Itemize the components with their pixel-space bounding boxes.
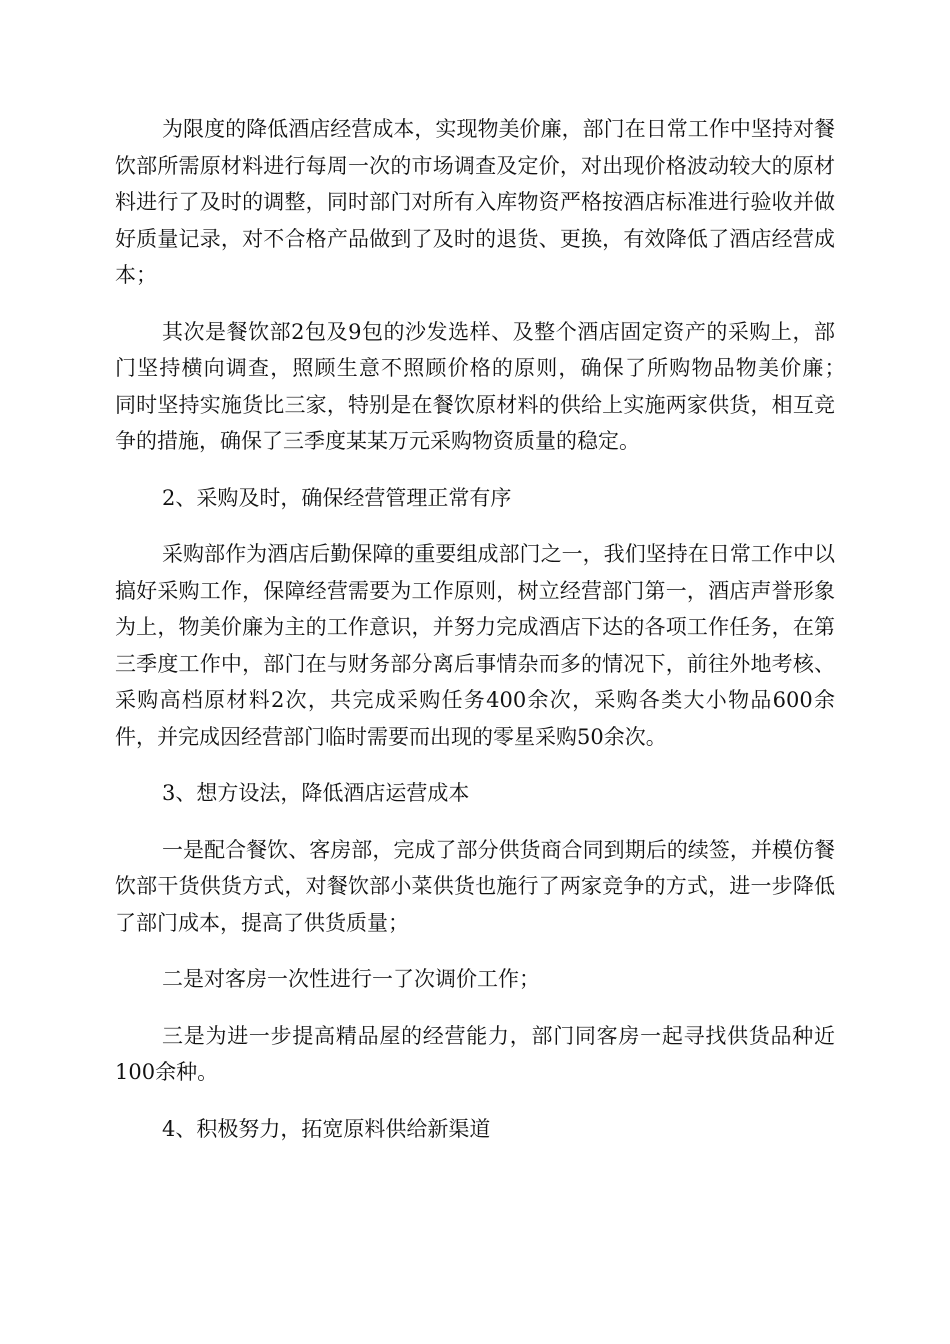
section-heading-new-channels: 4、积极努力，拓宽原料供给新渠道 — [162, 1116, 491, 1141]
paragraph-cost-reduction: 为限度的降低酒店经营成本，实现物美价廉，部门在日常工作中坚持对餐饮部所需原材料进行每周一次的市场调查及定价，对出现价格波动较大的原材料进行了及时的调整，同时部门对所有入库物资严格按酒店标准进行验收并做好质量记录，对不合格产品做到了及时的退货、更换，有效降低了酒店经营成本； — [115, 117, 835, 287]
paragraph-third-measure: 三是为进一步提高精品屋的经营能力，部门同客房一起寻找供货品种近100余种。 — [115, 1023, 835, 1084]
document-body — [115, 111, 863, 1167]
section-heading-reduce-costs: 3、想方设法，降低酒店运营成本 — [162, 781, 470, 805]
paragraph-asset-procurement: 其次是餐饮部2包及9包的沙发选样、及整个酒店固定资产的采购上，部门坚持横向调查，照顾生意不照顾价格的原则，确保了所购物品物美价廉； 同时坚持实施货比三家，特别是在餐饮原材料的供给上实施两家供货，相互竞争的措施，确保了三季度某某万元采购物资质量的稳定。 — [115, 319, 863, 453]
paragraph-second-measure: 二是对客房一次性进行一了次调价工作； — [162, 967, 540, 991]
paragraph-procurement-department: 采购部作为酒店后勤保障的重要组成部门之一，我们坚持在日常工作中以搞好采购工作，保障经营需要为工作原则，树立经营部门第一，酒店声誉形象为上，物美价廉为主的工作意识，并努力完成酒店下达的各项工作任务，在第三季度工作中，部门在与财务部分离后事情杂而多的情况下，前往外地考核、采购高档原材料2次，共完成采购任务400余次，采购各类大小物品600余件，并完成因经营部门临时需要而出现的零星采购50余次。 — [115, 542, 835, 749]
section-heading-timely-procurement: 2、采购及时，确保经营管理正常有序 — [162, 485, 512, 510]
paragraph-first-measure: 一是配合餐饮、客房部，完成了部分供货商合同到期后的续签，并模仿餐饮部干货供货方式，对餐饮部小菜供货也施行了两家竞争的方式，进一步降低了部门成本，提高了供货质量； — [115, 837, 835, 935]
